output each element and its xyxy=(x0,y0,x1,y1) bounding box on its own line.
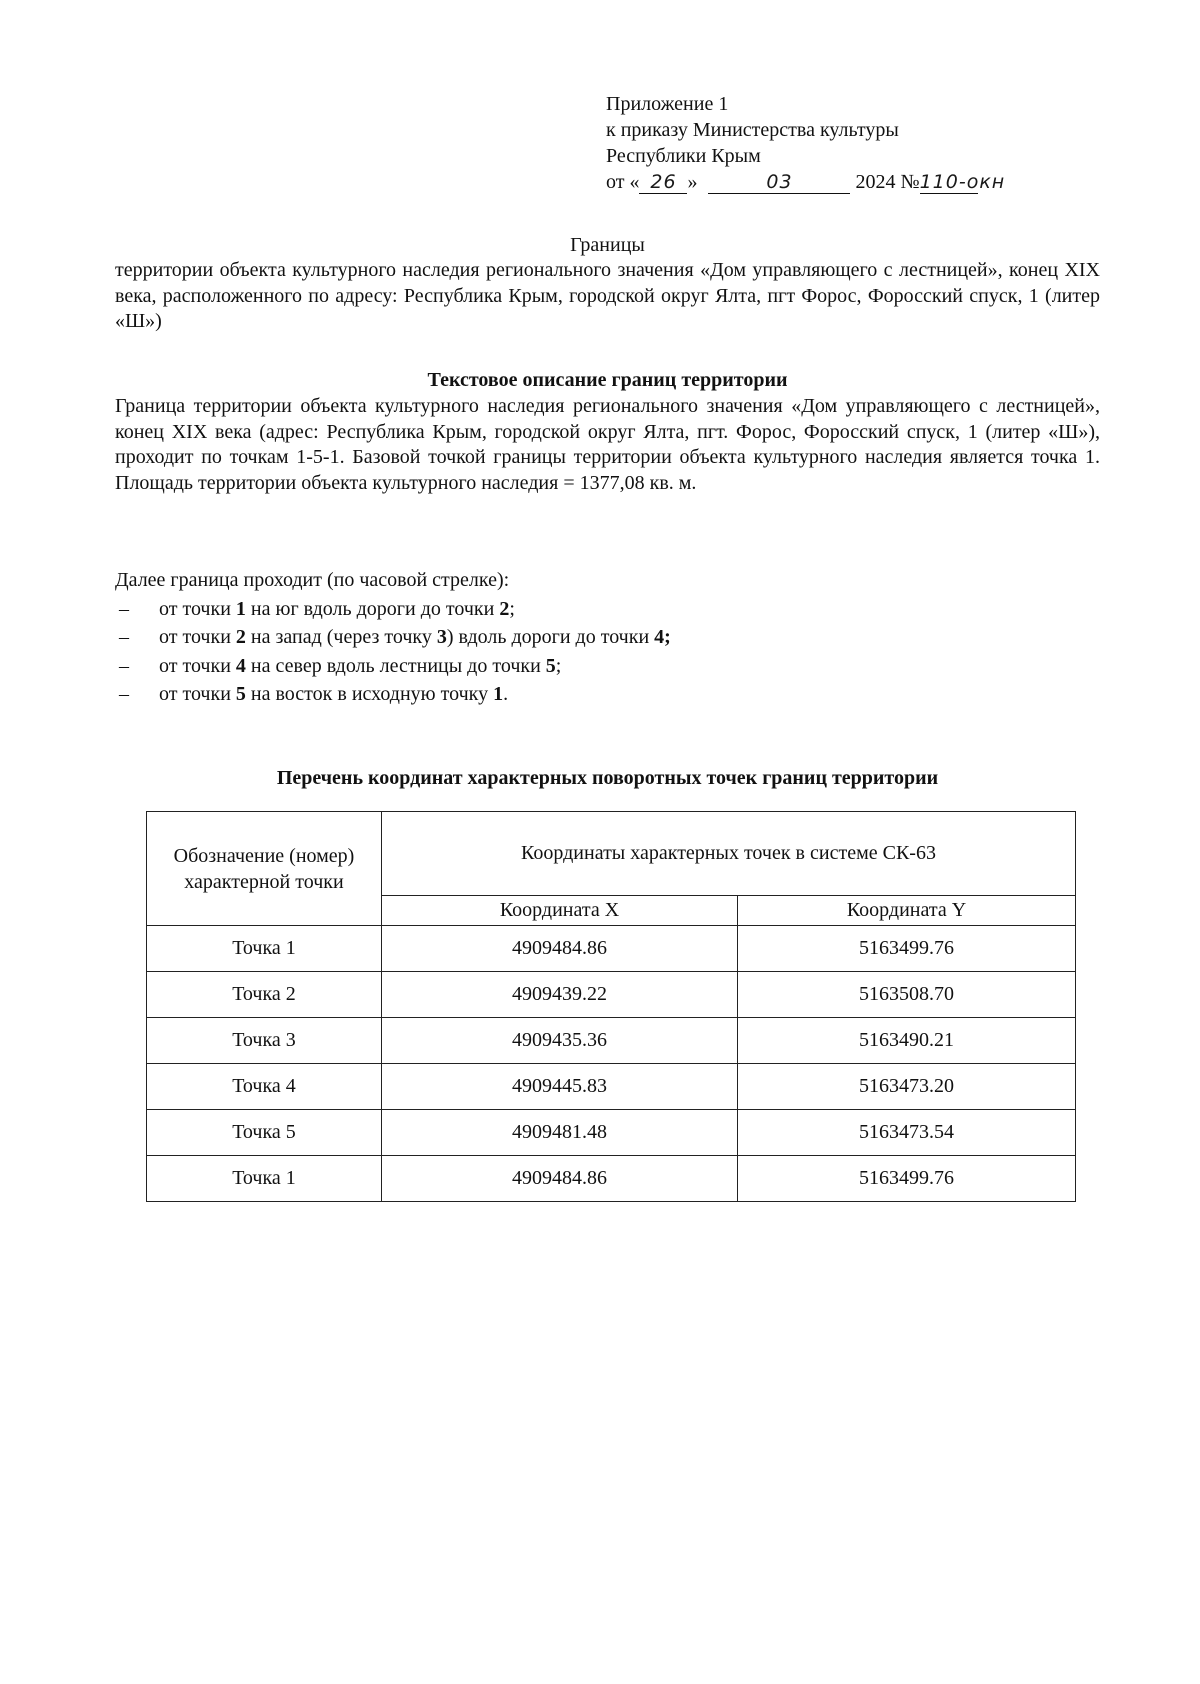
route-item xyxy=(115,652,1100,681)
route-item xyxy=(115,623,1100,652)
route-intro: Далее граница проходит (по часовой стрелке): xyxy=(115,569,510,591)
coords-table-heading: Перечень координат характерных поворотных точек границ территории xyxy=(276,767,939,789)
route-text: на восток в исходную точку xyxy=(245,683,494,705)
dash-bullet: – xyxy=(119,597,129,620)
route-text: от точки xyxy=(159,597,236,620)
cell-y: 5163499.76 xyxy=(738,1156,1076,1202)
appendix-line-3: Республики Крым xyxy=(606,145,761,167)
table-row xyxy=(147,1018,1076,1064)
route-text: ; xyxy=(664,626,671,648)
cell-x: 4909484.86 xyxy=(382,1156,738,1202)
document-title: Границы xyxy=(570,234,645,256)
appendix-line-2: к приказу Министерства культуры xyxy=(606,119,899,141)
cell-point: Точка 2 xyxy=(147,972,382,1018)
point-number: 3 xyxy=(436,626,447,648)
cell-point: Точка 4 xyxy=(147,1064,382,1110)
date-mid: » xyxy=(687,171,698,193)
point-number: 1 xyxy=(235,597,246,620)
handwritten-month: 03 xyxy=(708,171,850,194)
header-point: Обозначение (номер) характерной точки xyxy=(147,812,382,926)
appendix-header xyxy=(606,92,1106,196)
cell-y: 5163499.76 xyxy=(738,926,1076,972)
route-text: от точки xyxy=(159,626,236,648)
cell-y: 5163490.21 xyxy=(738,1018,1076,1064)
route-list xyxy=(115,595,1100,709)
point-number: 5 xyxy=(235,683,246,705)
dash-bullet: – xyxy=(119,654,129,677)
route-text: на юг вдоль дороги до точки xyxy=(245,597,500,620)
route-text: ; xyxy=(555,654,562,677)
cell-y: 5163473.20 xyxy=(738,1064,1076,1110)
route-text: от точки xyxy=(159,683,236,705)
header-y: Координата Y xyxy=(738,896,1076,926)
route-text: на запад (через точку xyxy=(245,626,437,648)
date-prefix: от « xyxy=(606,171,640,193)
point-number: 1 xyxy=(493,683,504,705)
header-x: Координата X xyxy=(382,896,738,926)
point-number: 2 xyxy=(235,626,246,648)
cell-point: Точка 1 xyxy=(147,926,382,972)
dash-bullet: – xyxy=(119,626,129,648)
point-number: 5 xyxy=(545,654,556,677)
table-row xyxy=(147,1064,1076,1110)
cell-x: 4909439.22 xyxy=(382,972,738,1018)
table-header-row xyxy=(147,812,1076,896)
cell-y: 5163473.54 xyxy=(738,1110,1076,1156)
cell-point: Точка 5 xyxy=(147,1110,382,1156)
dash-bullet: – xyxy=(119,683,129,705)
header-coords-group: Координаты характерных точек в системе СК-63 xyxy=(382,812,1076,896)
order-date-line xyxy=(606,170,1106,196)
appendix-line-1: Приложение 1 xyxy=(606,93,729,115)
route-item xyxy=(115,680,1100,709)
route-text: ) вдоль дороги до точки xyxy=(446,626,655,648)
route-text: ; xyxy=(509,597,515,620)
table-row xyxy=(147,972,1076,1018)
coords-table xyxy=(146,811,1076,1202)
cell-x: 4909435.36 xyxy=(382,1018,738,1064)
table-row xyxy=(147,1156,1076,1202)
document-subtitle: территории объекта культурного наследия регионального значения «Дом управляющего с лестницей», конец XIX века, расположенного по адресу: Республика Крым, городской округ Ялта, пгт Форос, Форосский спуск, 1 (литер «Ш») xyxy=(115,259,1100,332)
point-number: 4 xyxy=(654,626,665,648)
description-text: Граница территории объекта культурного наследия регионального значения «Дом управляющего с лестницей», конец XIX века (адрес: Республика Крым, городской округ Ялта, пгт. Форос, Форосский спуск, 1 (литер «Ш»), проходит по точкам 1-5-1. Базовой точкой границы территории объекта культурного наследия является точка 1. Площадь территории объекта культурного наследия = 1377,08 кв. м. xyxy=(115,395,1100,494)
table-row xyxy=(147,1110,1076,1156)
date-year: 2024 № xyxy=(855,171,920,193)
table-row xyxy=(147,926,1076,972)
route-text: . xyxy=(503,683,509,705)
handwritten-order-number: 110-окн xyxy=(919,171,1006,193)
cell-x: 4909481.48 xyxy=(382,1110,738,1156)
route-section xyxy=(115,566,1100,709)
point-number: 4 xyxy=(235,654,246,677)
cell-point: Точка 1 xyxy=(147,1156,382,1202)
handwritten-day: 26 xyxy=(639,171,687,194)
route-text: от точки xyxy=(159,654,236,677)
cell-point: Точка 3 xyxy=(147,1018,382,1064)
description-heading: Текстовое описание границ территории xyxy=(427,369,788,391)
route-item xyxy=(115,595,1100,624)
cell-x: 4909484.86 xyxy=(382,926,738,972)
cell-y: 5163508.70 xyxy=(738,972,1076,1018)
point-number: 2 xyxy=(499,597,510,620)
route-text: на север вдоль лестницы до точки xyxy=(245,654,546,677)
cell-x: 4909445.83 xyxy=(382,1064,738,1110)
